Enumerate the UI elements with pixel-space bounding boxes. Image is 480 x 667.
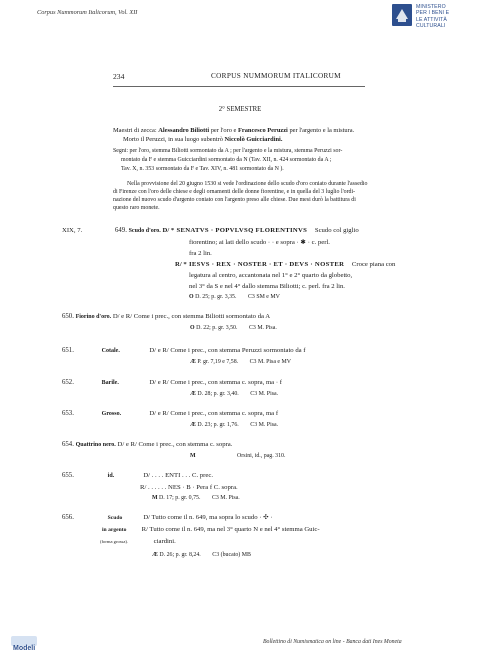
metal-symbol: Æ <box>190 359 196 365</box>
catalog-entry-652 <box>62 377 402 400</box>
reverse-description: legatura al centro, accantonata nel 1° e 2° quarto da globetto, <box>189 272 353 279</box>
ministry-logo-icon <box>392 4 412 26</box>
master-name: Alessandro Biliotti <box>158 127 210 134</box>
text-line: di Firenze con l'oro delle chiese e degli ornamenti delle donne fiorentine, e in quella del 3 luglio l'ordi- <box>113 189 356 196</box>
reverse-description: Croce piana con <box>351 261 396 268</box>
specimen-reference <box>62 357 402 368</box>
text: Morto il Peruzzi, in sua luogo subentrò <box>123 136 223 144</box>
denomination: in argento <box>102 527 127 533</box>
obverse-description: D/ Tutto come il n. 649, ma sopra lo scudo · ✣ · <box>143 514 273 521</box>
lead: Maestri di zecca: <box>113 127 157 134</box>
page-number: 234 <box>113 72 125 81</box>
specimen-reference <box>62 420 402 431</box>
entry-number: 650. <box>62 313 74 320</box>
rarity-collection: C3 (bucato) MB <box>212 552 251 558</box>
rarity-collection: C3 M. Pisa. <box>250 391 279 397</box>
marks-paragraph <box>113 147 383 175</box>
footer-logo-icon <box>11 636 41 654</box>
metal-symbol: M <box>190 453 196 459</box>
catalog-entry-656 <box>62 512 422 561</box>
reference: D. 25; p. gr. 3,35. <box>195 294 237 300</box>
entry-number: 653. <box>62 410 74 417</box>
section-heading: 2° SEMESTRE <box>218 106 262 113</box>
obverse-description: D/ . . . . ENTI . . . C. prec. <box>143 472 213 479</box>
metal-symbol: O <box>189 294 194 300</box>
description: D/ e R/ Come i prec., con stemma Peruzzi sormontato da f <box>149 347 306 354</box>
denomination: Grosso. <box>101 411 122 417</box>
description: D/ e R/ Come i prec., con stemma c. sopra, ma · f <box>149 379 282 386</box>
specimen-reference <box>62 323 402 334</box>
text-line: Tav. X, n. 353 sormontato da F e Tav. XIV, n. 481 sormontato da N ). <box>121 166 284 173</box>
running-title: CORPUS NUMMORUM ITALICORUM <box>211 72 341 80</box>
catalog-entry-655 <box>62 470 402 504</box>
reverse-label: R/ <box>175 261 182 268</box>
footer-logo-label: Modeli <box>13 645 36 652</box>
footer-source: Bollettino di Numismatica on line - Banca dati Ines Moneta <box>263 639 402 645</box>
specimen-reference <box>62 451 402 462</box>
denomination: Barile. <box>101 380 119 386</box>
entry-number: 652. <box>62 379 74 386</box>
obverse-description: fra 2 lin. <box>189 250 212 257</box>
metal-symbol: M <box>152 495 158 501</box>
metal-symbol: O <box>190 325 195 331</box>
master-name: Niccolò Guicciardini. <box>224 136 283 144</box>
header-collection-title: Corpus Nummorum Italicorum, Vol. XII <box>37 9 138 16</box>
obverse-description: Scudo col giglio <box>314 227 359 234</box>
text-line: montato da F e stemma Guicciardini sormontato da N (Tav. XII, n. 424 sormontato da A ; <box>121 157 332 164</box>
metal-symbol: Æ <box>190 422 196 428</box>
obverse-label: D/ <box>162 227 170 234</box>
catalog-entry-654 <box>62 439 402 462</box>
text: per l'argento e la mistura. <box>289 127 355 134</box>
logo-line: PER I BENI E <box>416 10 450 17</box>
obverse-description: fiorentino; ai lati dello scudo · · e sopra · ✱ · c. perl. <box>189 239 330 246</box>
denomination-note: (forma grossa). <box>100 539 129 544</box>
text: per l'oro e <box>210 127 237 134</box>
reference: P. gr. 7,19 e 7,58. <box>197 359 239 365</box>
reverse-description: ciardini. <box>153 538 176 545</box>
description: D/ e R/ Come i prec., con stemma c. sopra. <box>117 441 233 448</box>
text-line: Segni: per l'oro, stemma Biliotti sormontato da A ; per l'argento e la mistura, stemma Peruzzi sor- <box>113 148 343 154</box>
entry-number: 649. <box>115 227 127 234</box>
catalog-entry-651 <box>62 345 402 368</box>
entry-number: 654. <box>62 441 74 448</box>
specimen-reference <box>62 493 402 504</box>
specimen-reference <box>62 550 422 561</box>
ministry-logo-text <box>416 4 449 29</box>
denomination: Scudo <box>107 515 123 521</box>
metal-symbol: Æ <box>190 391 196 397</box>
entry-number: 656. <box>62 514 74 521</box>
denomination: Scudo d'oro. <box>128 228 161 234</box>
reverse-description: R/ Tutto come il n. 649, ma nel 3° quarto N e nel 4° stemma Guic- <box>141 526 320 533</box>
reference: D. 26; p. gr. 8,24. <box>159 552 201 558</box>
history-paragraph <box>113 180 383 212</box>
reference: D. 17; p. gr. 0,75. <box>159 495 201 501</box>
reference: D. 28; p. gr. 3,40. <box>197 391 239 397</box>
reverse-description: R/ . . . . . . NES · B · Pera f C. sopra. <box>140 484 238 491</box>
rarity-collection: C3 M. Pisa. <box>211 495 240 501</box>
description: D/ e R/ Come i prec., con stemma c. sopra, ma f <box>149 410 279 417</box>
text-line: questo raro monete. <box>113 205 160 212</box>
obverse-legend: * SENATVS · POPVLVSQ FLORENTINVS <box>170 227 308 234</box>
entry-number: 655. <box>62 472 74 479</box>
rarity-collection: C3 M. Pisa e MV <box>249 359 292 365</box>
reference: D. 22; p. gr. 3,50. <box>196 325 238 331</box>
mint-masters-paragraph <box>113 126 383 145</box>
specimen-reference <box>115 292 415 303</box>
specimen-reference <box>62 389 402 400</box>
reverse-description: nel 3° da S e nel 4° dallo stemma Biliotti; c. perl. fra 2 lin. <box>189 283 345 290</box>
reference: D. 23; p. gr. 1,76. <box>197 422 239 428</box>
reverse-legend: * IESVS · REX · NOSTER · ET · DEVS · NOSTER <box>183 261 345 268</box>
reference: Orsini, id., pag. 310. <box>237 453 286 459</box>
text-line: Nella provvisione del 20 giugno 1530 si vede l'ordinazione dello scudo d'oro coniato durante l'assedio <box>127 181 368 187</box>
rarity-collection: C3 M. Pisa. <box>250 422 279 428</box>
denomination: id. <box>107 473 115 479</box>
logo-line: MINISTERO <box>416 4 446 10</box>
denomination: Cotale. <box>101 348 120 354</box>
plate-reference: XIX, 7. <box>62 227 83 234</box>
ministry-emblem-icon <box>392 4 412 26</box>
catalog-entry-650 <box>62 311 402 334</box>
text-line: nazione del nuovo scudo d'argento coniato con l'argento preso alle chiese. Due mesi durò la battitura di <box>113 197 356 204</box>
master-name: Francesco Peruzzi <box>237 127 288 134</box>
denomination: Fiorino d'oro. <box>75 314 112 320</box>
rarity-collection: C3 SM e MV <box>247 294 280 300</box>
header-rule <box>113 86 365 87</box>
catalog-entry-653 <box>62 408 402 431</box>
denomination: Quattrino nero. <box>75 442 116 448</box>
logo-line: LE ATTIVITÀ <box>416 16 447 23</box>
catalog-entry-649 <box>115 225 415 303</box>
description: D/ e R/ Come i prec., con stemma Biliotti sormontato da A <box>112 313 271 320</box>
metal-symbol: Æ <box>152 552 158 558</box>
entry-number: 651. <box>62 347 74 354</box>
rarity-collection: C3 M. Pisa. <box>248 325 277 331</box>
logo-line: CULTURALI <box>416 22 446 29</box>
